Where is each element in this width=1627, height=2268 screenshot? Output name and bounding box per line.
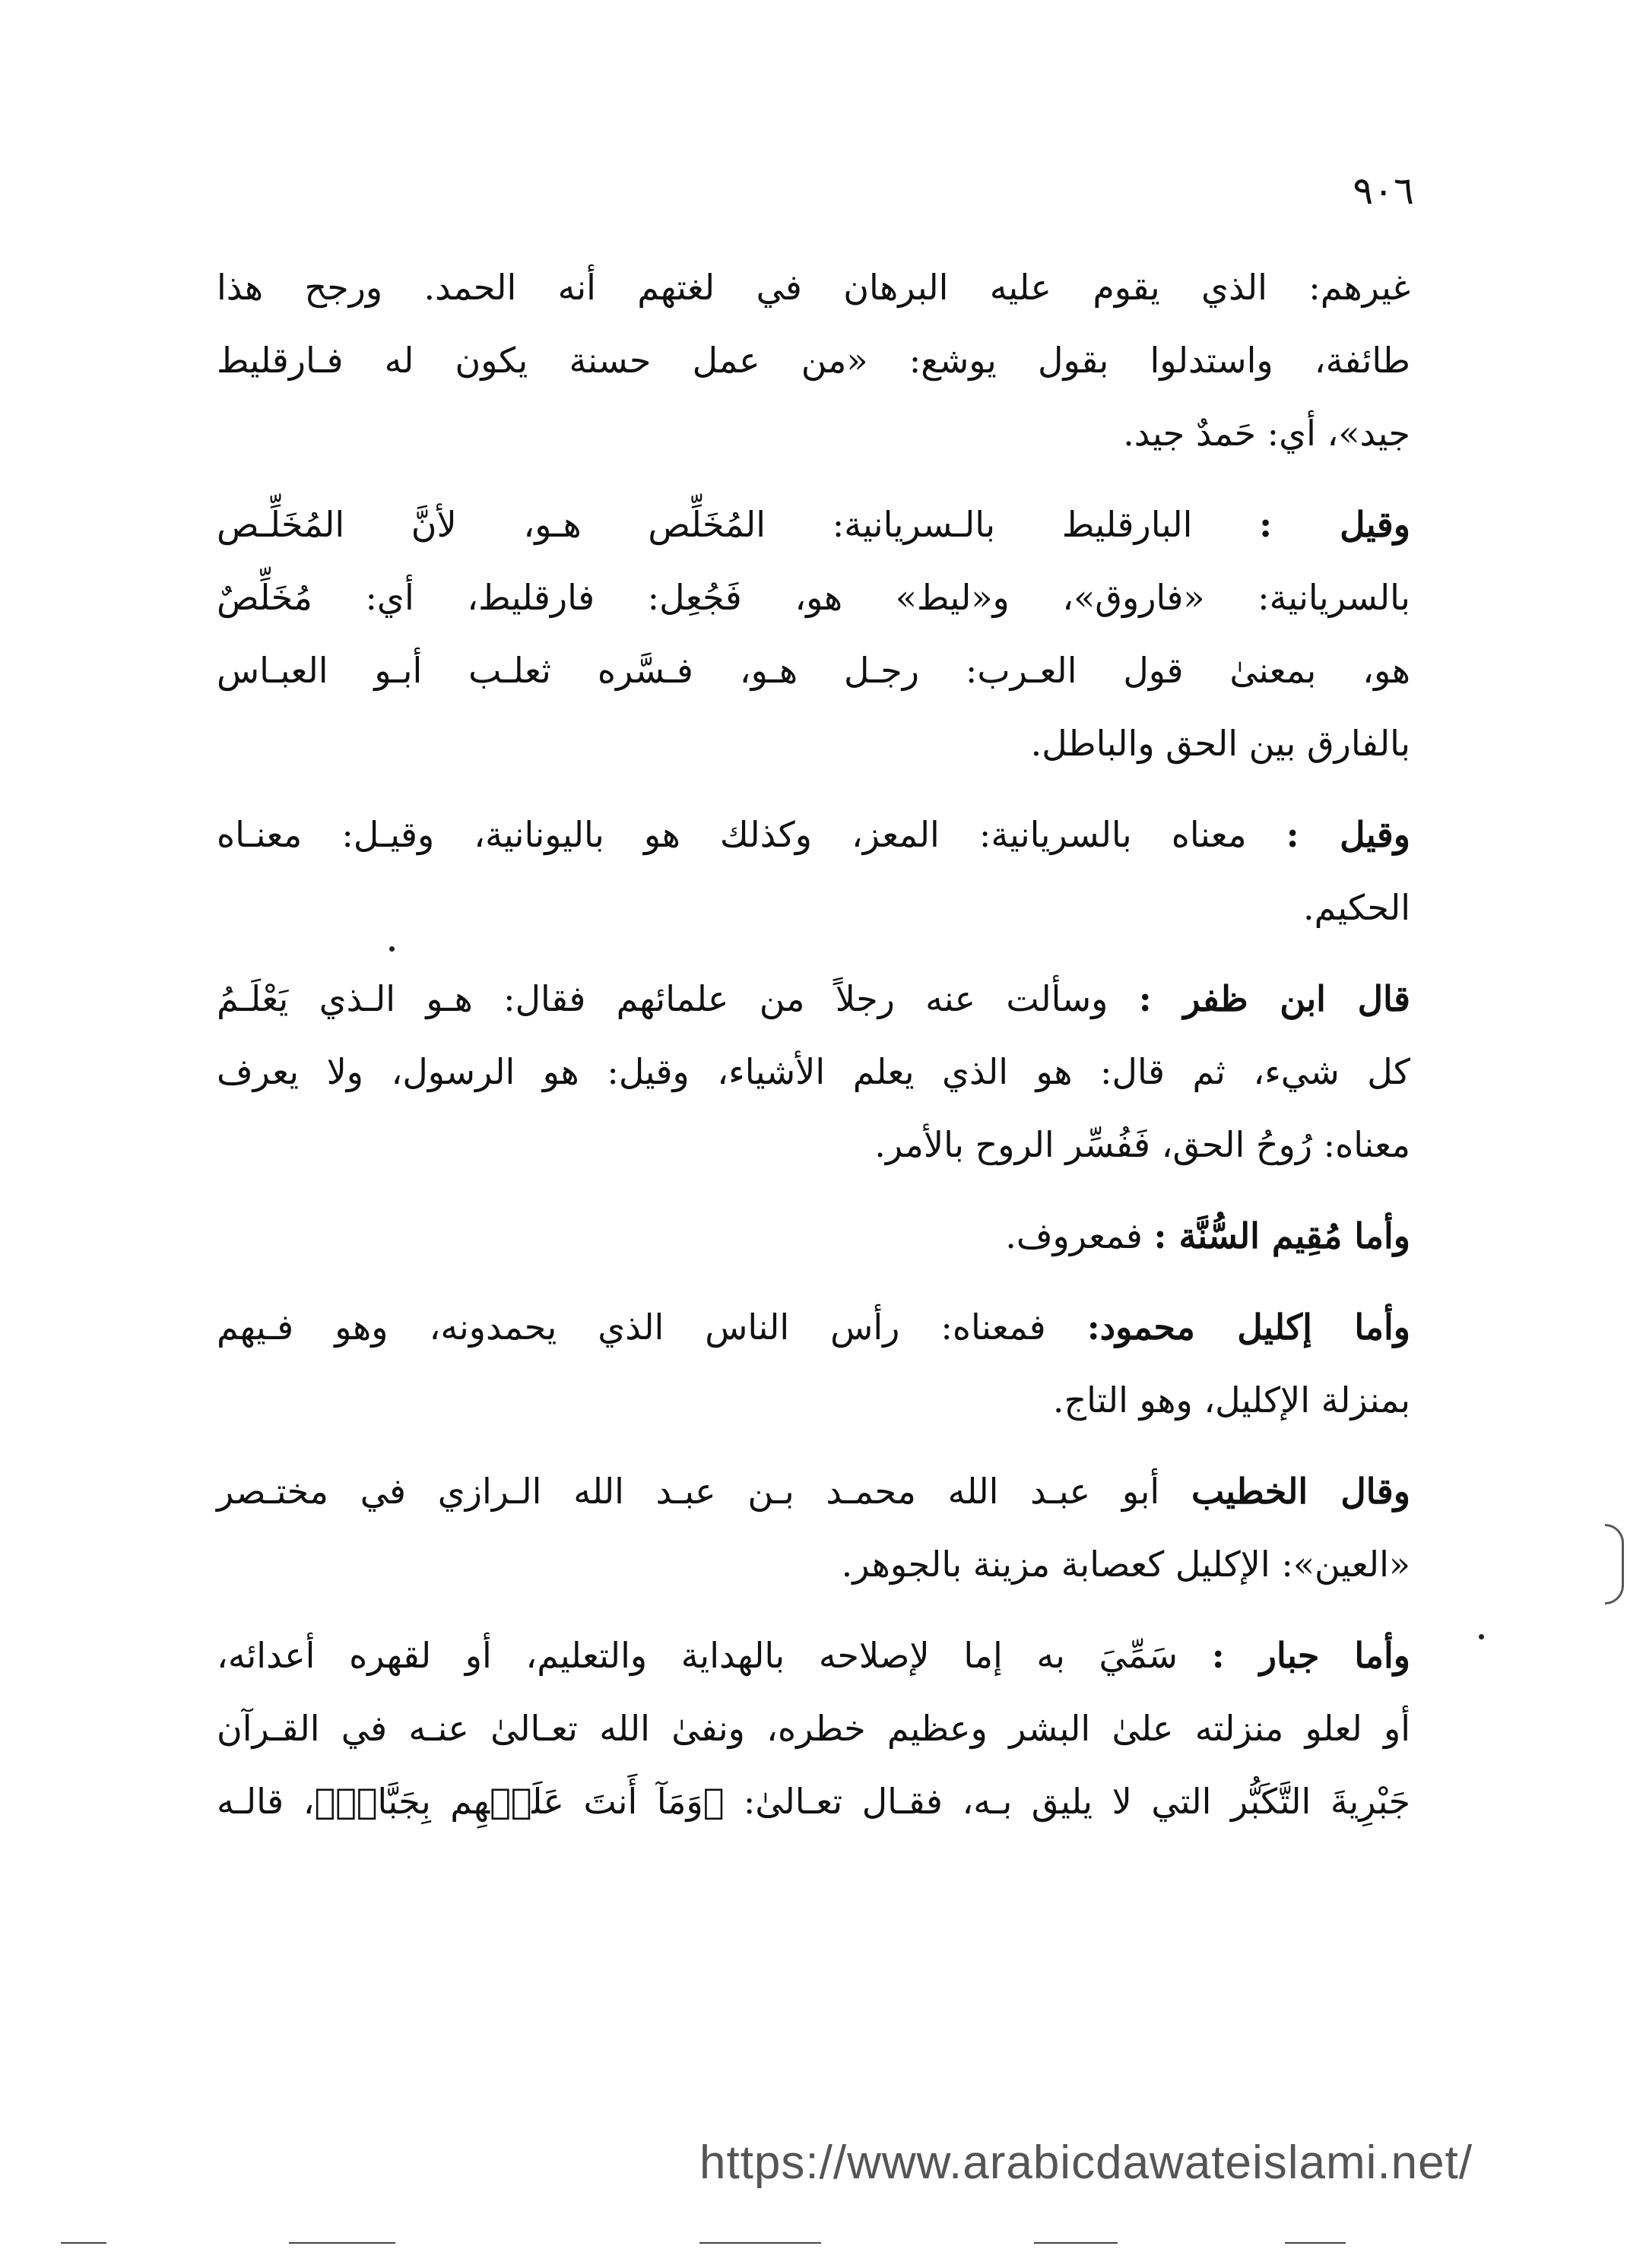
footer-rule [699, 2242, 821, 2244]
paragraph-lead: وقيل : [1286, 814, 1410, 855]
paragraph-lead: وقال الخطيب [1191, 1471, 1410, 1512]
paragraph-3 [217, 798, 1410, 944]
footer-rule [289, 2242, 395, 2244]
text-segment: أبو عبـد الله محمـد بـن عبـد الله الـرازي في مختـصر [217, 1471, 1160, 1512]
text-line: جيد»، أي: حَمدٌ جيد. [1123, 413, 1410, 454]
text-line: غيرهم: الذي يقوم عليه البرهان في لغتهم أنه الحمد. ورجح هذا [217, 267, 1410, 308]
footer-rule [61, 2242, 106, 2244]
binding-edge-mark [1605, 1524, 1624, 1604]
text-line: الحكيم. [1302, 887, 1410, 928]
text-line: بالسريانية: «فاروق»، و«ليط» هو، فَجُعِل: فارقليط، أي: مُخَلِّصٌ [217, 577, 1410, 618]
text-segment: البارقليط بالـسريانية: المُخَلِّص هـو، لأنَّ المُخَلِّـص [217, 504, 1193, 545]
paragraph-2 [217, 488, 1410, 780]
text-segment: سَمِّيَ به إما لإصلاحه بالهداية والتعليم، أو لقهره أعدائه، [217, 1635, 1178, 1676]
text-line [217, 1619, 1410, 1692]
text-segment: وسألت عنه رجلاً من علمائهم فقال: هـو الـذي يَعْلَـمُ [217, 978, 1108, 1019]
watermark-url: https://www.arabicdawateislami.net/ [699, 2137, 1473, 2189]
paragraph-6 [217, 1291, 1410, 1437]
text-line: طائفة، واستدلوا بقول يوشع: «من عمل حسنة يكون له فـارقليط [217, 340, 1410, 381]
text-line [217, 488, 1410, 561]
text-line: جَبْرِيةَ التَّكَبُّر التي لا يليق بـه، فقـال تعـالىٰ: ﴿وَمَآ أَنتَ عَلَيۡهِم بِجَبَّارٖ﴾، قالـه [217, 1781, 1410, 1822]
paragraph-lead: وأما إكليل محمود: [1086, 1307, 1410, 1348]
text-line: هو، بمعنىٰ قول العـرب: رجـل هـو، فـسَّره ثعلـب أبـو العبـاس [217, 650, 1410, 691]
text-segment: فمعناه: رأس الناس الذي يحمدونه، وهو فـيهم [217, 1307, 1046, 1348]
text-line: أو لعلو منزلته علىٰ البشر وعظيم خطره، ونفىٰ الله تعـالىٰ عنـه في القـرآن [217, 1708, 1410, 1749]
text-line: «العين»: الإكليل كعصابة مزينة بالجوهر. [841, 1544, 1410, 1585]
paragraph-lead: قال ابن ظفر : [1138, 978, 1411, 1019]
text-segment: فمعروف. [1005, 1215, 1143, 1256]
footer-rule [1285, 2242, 1346, 2244]
paragraph-4 [217, 962, 1410, 1181]
page-number: ٩٠٦ [1353, 169, 1414, 213]
text-line [217, 798, 1410, 871]
text-line: معناه: رُوحُ الحق، فَفُسِّر الروح بالأمر. [874, 1124, 1410, 1165]
paragraph-7 [217, 1455, 1410, 1601]
speck-mark [389, 946, 395, 952]
text-line [217, 1199, 1410, 1272]
paragraph-5 [217, 1199, 1410, 1272]
text-line: بمنزلة الإكليل، وهو التاج. [1052, 1379, 1410, 1421]
paragraph-lead: وقيل : [1259, 504, 1410, 545]
paragraph-lead: وأما مُقِيم السُّنَّة : [1153, 1215, 1410, 1256]
text-line: بالفارق بين الحق والباطل. [1030, 723, 1410, 764]
text-line [217, 1291, 1410, 1364]
footer-rule [1034, 2242, 1118, 2244]
page-body [217, 251, 1410, 1856]
text-line [217, 1455, 1410, 1528]
text-segment: معناه بالسريانية: المعز، وكذلك هو باليونانية، وقيـل: معنـاه [217, 814, 1247, 855]
text-line [217, 962, 1410, 1035]
paragraph-lead: وأما جبار : [1211, 1635, 1411, 1676]
speck-mark [1479, 1634, 1484, 1639]
paragraph-8 [217, 1619, 1410, 1838]
text-line: كل شيء، ثم قال: هو الذي يعلم الأشياء، وقيل: هو الرسول، ولا يعرف [217, 1051, 1410, 1092]
paragraph-1 [217, 251, 1410, 470]
